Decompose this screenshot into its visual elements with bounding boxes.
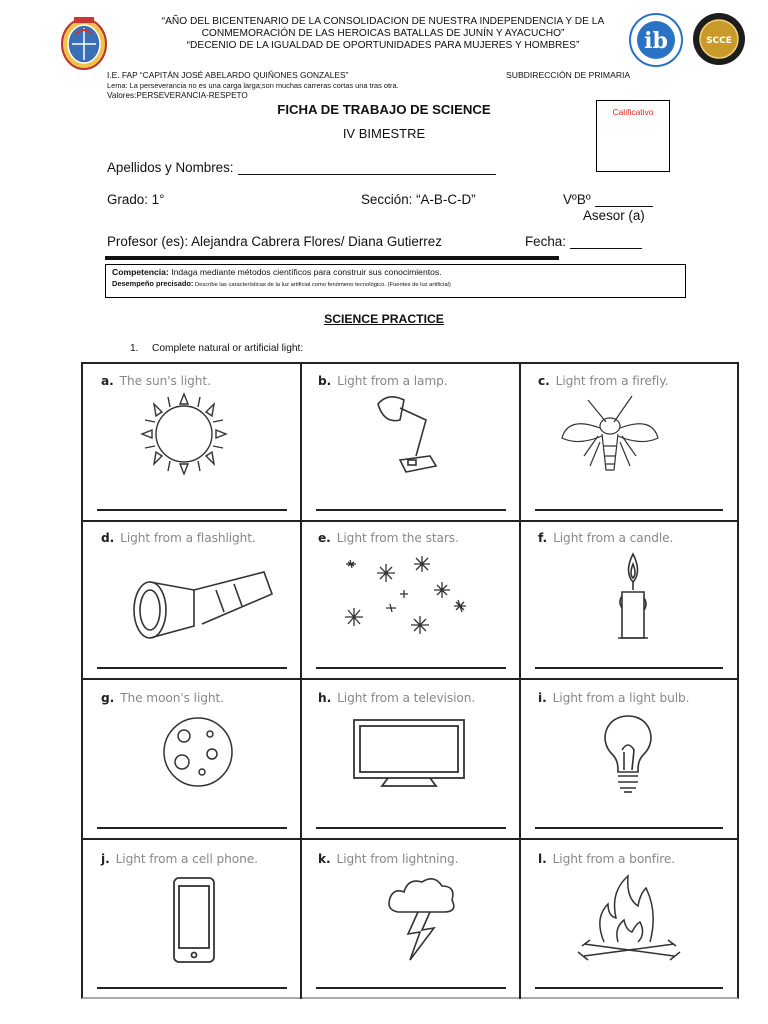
header-motto	[120, 16, 646, 52]
subdireccion-label: SUBDIRECCIÓN DE PRIMARIA	[506, 70, 631, 80]
school-name: I.E. FAP “CAPITÁN JOSÉ ABELARDO QUIÑONES GONZALES”	[107, 70, 349, 80]
divider	[105, 256, 559, 260]
cell-label-j: j. Light from a cell phone.	[101, 852, 258, 866]
cell-label-f: f. Light from a candle.	[538, 531, 674, 545]
answer-line-l[interactable]	[535, 987, 723, 989]
grid-divider	[300, 362, 302, 999]
answer-line-k[interactable]	[316, 987, 506, 989]
vobo-field	[563, 192, 653, 207]
valores-text: Valores:PERSEVERANCIA-RESPETO	[107, 91, 248, 100]
ib-logo-text: ib	[644, 28, 668, 54]
competencia-text: Indaga mediante métodos científicos para construir sus conocimientos.	[168, 267, 442, 277]
cell-label-a: a. The sun's light.	[101, 374, 211, 388]
stars-icon	[328, 552, 488, 648]
worksheet-title: FICHA DE TRABAJO DE SCIENCE	[277, 102, 491, 117]
profesor-text: Profesor (es): Alejandra Cabrera Flores/ Diana Gutierrez	[107, 234, 442, 249]
bimestre-label: IV BIMESTRE	[342, 126, 426, 141]
fecha-blank[interactable]	[570, 236, 642, 249]
answer-line-i[interactable]	[535, 827, 723, 829]
calificativo-box[interactable]	[596, 100, 670, 172]
motto-line-3: “DECENIO DE LA IGUALDAD DE OPORTUNIDADES PARA MUJERES Y HOMBRES”	[186, 40, 580, 51]
cell-label-d: d. Light from a flashlight.	[101, 531, 256, 545]
science-practice-title: SCIENCE PRACTICE	[324, 312, 444, 326]
fecha-label: Fecha:	[525, 234, 566, 249]
competencia-box	[105, 264, 686, 298]
ib-school-logo	[628, 12, 684, 68]
vobo-label: VºBº	[563, 192, 591, 207]
television-icon	[348, 716, 470, 790]
asesor-label: Asesor (a)	[583, 208, 645, 223]
flashlight-icon	[124, 560, 276, 650]
cell-label-e: e. Light from the stars.	[318, 531, 459, 545]
candle-icon	[612, 550, 654, 644]
cell-label-i: i. Light from a light bulb.	[538, 691, 690, 705]
answer-line-g[interactable]	[97, 827, 287, 829]
lema-text: Lema: La perseverancia no es una carga larga;son muchas carreras cortas una tras otra.	[107, 81, 399, 90]
grid-divider	[81, 678, 739, 680]
desempeno-label: Desempeño precisado:	[112, 279, 194, 288]
competencia-label: Competencia:	[112, 267, 169, 277]
light-bulb-icon	[594, 710, 662, 800]
scce-accreditation-logo	[692, 12, 746, 66]
instruction-text: Complete natural or artificial light:	[152, 343, 304, 354]
firefly-icon	[548, 386, 672, 482]
answer-line-e[interactable]	[316, 667, 506, 669]
vobo-blank[interactable]	[595, 194, 653, 207]
lightning-icon	[384, 872, 460, 968]
answer-line-f[interactable]	[535, 667, 723, 669]
grid-divider	[81, 362, 739, 364]
motto-line-1: “AÑO DEL BICENTENARIO DE LA CONSOLIDACION DE NUESTRA INDEPENDENCIA Y DE LA	[161, 16, 605, 27]
moon-icon	[156, 712, 240, 792]
cell-label-k: k. Light from lightning.	[318, 852, 459, 866]
sun-icon	[128, 386, 240, 480]
bonfire-icon	[574, 868, 684, 964]
nombres-label: Apellidos y Nombres:	[107, 160, 234, 175]
answer-line-d[interactable]	[97, 667, 287, 669]
grid-divider	[81, 520, 739, 522]
instruction	[130, 343, 303, 354]
scce-logo-text: SCCE	[706, 36, 732, 46]
competencia-line	[112, 267, 679, 278]
answer-line-c[interactable]	[535, 509, 723, 511]
grado-text: Grado: 1°	[107, 192, 165, 207]
cell-label-h: h. Light from a television.	[318, 691, 476, 705]
grid-divider	[519, 362, 521, 999]
school-crest-logo	[58, 14, 110, 72]
answer-line-b[interactable]	[316, 509, 506, 511]
seccion-text: Sección: “A-B-C-D”	[361, 192, 476, 207]
calificativo-label: Calificativo	[612, 107, 654, 117]
answer-line-j[interactable]	[97, 987, 287, 989]
desempeno-line	[112, 278, 679, 291]
nombres-field	[107, 160, 496, 175]
answer-line-h[interactable]	[316, 827, 506, 829]
nombres-blank[interactable]	[238, 161, 496, 175]
fecha-field	[525, 234, 642, 249]
cell-phone-icon	[170, 874, 218, 966]
desempeno-text: Describe las características de la luz artificial como fenómeno tecnológico. (Fuentes de luz artificial)	[193, 282, 451, 288]
lamp-icon	[370, 390, 442, 478]
cell-label-c: c. Light from a firefly.	[538, 374, 669, 388]
cell-label-g: g. The moon's light.	[101, 691, 224, 705]
grid-divider	[81, 838, 739, 840]
answer-line-a[interactable]	[97, 509, 287, 511]
instruction-number: 1.	[130, 343, 139, 354]
cell-label-l: l. Light from a bonfire.	[538, 852, 676, 866]
cell-label-b: b. Light from a lamp.	[318, 374, 448, 388]
motto-line-2: CONMEMORACIÓN DE LAS HEROICAS BATALLAS DE JUNÍN Y AYACUCHO”	[201, 28, 565, 39]
